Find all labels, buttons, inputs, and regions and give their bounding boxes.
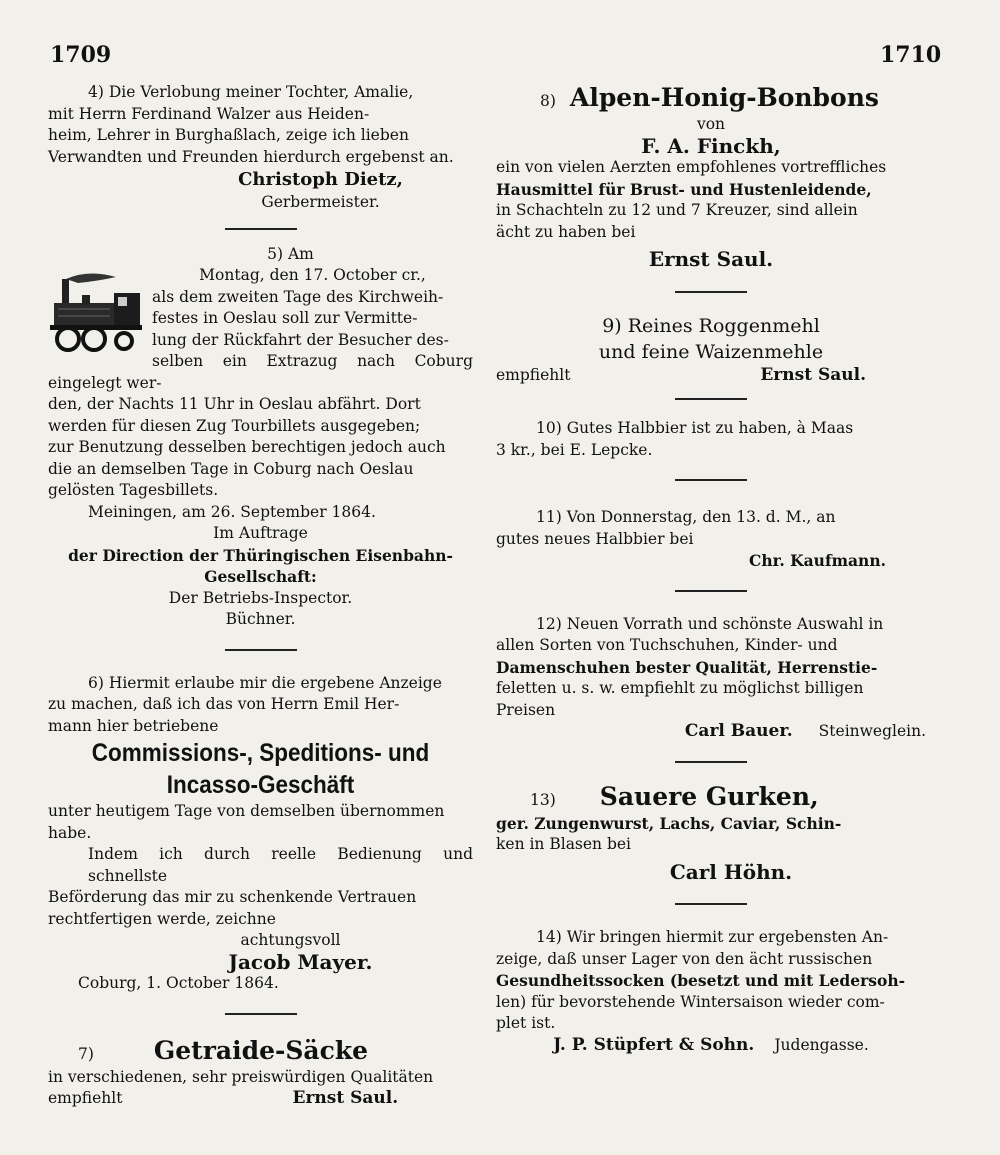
seller-name: J. P. Stüpfert & Sohn. (553, 1034, 755, 1055)
text-line: selben ein Extrazug nach Coburg eingelegt wer- (48, 352, 473, 392)
separator-rule (225, 228, 297, 230)
text-line: Montag, den 17. October cr., (199, 266, 426, 284)
text-line: len) für bevorstehende Wintersaison wieder com- (496, 992, 885, 1011)
text-line: die an demselben Tage in Coburg nach Oeslau (48, 459, 414, 478)
text-line: in Schachteln zu 12 und 7 Kreuzer, sind allein (496, 201, 858, 219)
text-line: in verschiedenen, sehr preiswürdigen Qualitäten (48, 1067, 434, 1086)
text-line: und feine Waizenmehle (598, 340, 824, 363)
page-number-right: 1710 (880, 42, 942, 68)
text-line: ein von vielen Aerzten empfohlenes vortreffliches (496, 158, 887, 176)
direction-line: der Direction der Thüringischen Eisenbahn-Gesellschaft: (68, 545, 453, 586)
text-line: Hausmittel für Brust- und Hustenleidende, (496, 179, 872, 199)
text-line: 4) Die Verlobung meiner Tochter, Amalie, (88, 83, 414, 101)
text-line: 11) Von Donnerstag, den 13. d. M., an (536, 508, 836, 526)
ad-title: Alpen-Honig-Bonbons (569, 83, 879, 112)
place-date: Meiningen, am 26. September 1864. (88, 502, 376, 521)
signer-name: Büchner. (225, 610, 296, 628)
text-line: Indem ich durch reelle Bedienung und schnellste (88, 845, 473, 885)
signer-name: Christoph Dietz, (238, 169, 403, 190)
business-title: Commissions-, Speditions- und (91, 739, 430, 767)
separator-rule (675, 761, 747, 763)
seller-name: Carl Bauer. (684, 721, 793, 741)
street-name: Judengasse. (774, 1035, 869, 1054)
text-line: 14) Wir bringen hiermit zur ergebensten An- (536, 928, 889, 946)
text-line: empfiehlt (48, 1089, 123, 1107)
text-line: plet ist. (496, 1014, 556, 1032)
ad-7-grain-sacks (48, 1035, 473, 1110)
text-line: unter heutigem Tage von demselben übernommen (48, 802, 445, 820)
text-line: Der Betriebs-Inspector. (168, 588, 353, 607)
text-line: zur Benutzung desselben berechtigen jedoch auch (48, 438, 446, 456)
text-line: Damenschuhen bester Qualität, Herrenstie- (496, 657, 878, 677)
signer-name: Jacob Mayer. (228, 949, 373, 974)
street-name: Steinweglein. (818, 722, 926, 740)
separator-rule (675, 903, 747, 905)
ad-5-extra-train (48, 244, 473, 631)
ad-4-engagement (48, 82, 473, 214)
seller-name: Chr. Kaufmann. (749, 551, 886, 570)
ad-title: Sauere Gurken, (599, 781, 819, 811)
ad-13-pickles (496, 781, 926, 884)
right-column (496, 82, 926, 1056)
text-line: ger. Zungenwurst, Lachs, Caviar, Schin- (496, 813, 842, 833)
locomotive-icon (48, 269, 144, 353)
text-line: werden für diesen Zug Tourbillets ausgegeben; (48, 416, 421, 435)
text-line: 9) Reines Roggenmehl (602, 314, 820, 337)
text-line: lung der Rückfahrt der Besucher des- (152, 330, 449, 349)
seller-name: Ernst Saul. (648, 247, 774, 271)
text-line: festes in Oeslau soll zur Vermitte- (152, 309, 418, 327)
ad-6-commission-business (48, 673, 473, 995)
ad-number: 13) (530, 790, 556, 809)
ad-10-halfbeer (496, 418, 926, 461)
text-line: ken in Blasen bei (496, 835, 632, 853)
ad-8-honey-bonbons (496, 82, 926, 271)
ad-14-socks (496, 927, 926, 1056)
text-line: empfiehlt (496, 365, 571, 384)
text-line: habe. (48, 823, 92, 842)
text-line: zeige, daß unser Lager von den ächt russischen (496, 949, 873, 968)
text-line: Gesundheitssocken (besetzt und mit Ledersoh- (496, 971, 906, 990)
seller-name: Carl Höhn. (669, 859, 793, 884)
ad-number: 8) (540, 92, 556, 110)
separator-rule (675, 291, 747, 293)
page-number-left: 1709 (50, 42, 112, 68)
text-line: mit Herrn Ferdinand Walzer aus Heiden- (48, 104, 370, 123)
text-line: feletten u. s. w. empfiehlt zu möglichst billigen (496, 679, 864, 697)
seller-name: Ernst Saul. (760, 364, 866, 385)
text-line: mann hier betriebene (48, 716, 219, 735)
ad-11-halfbeer (496, 507, 926, 572)
business-title: Incasso-Geschäft (166, 771, 355, 799)
text-line: 5) Am (267, 244, 314, 263)
ad-number: 7) (78, 1044, 94, 1063)
text-line: Beförderung das mir zu schenkende Vertrauen (48, 888, 417, 906)
text-line: Im Auftrage (213, 524, 308, 542)
separator-rule (675, 479, 747, 481)
text-line: allen Sorten von Tuchschuhen, Kinder- und (496, 636, 838, 654)
ad-title: Getraide-Säcke (153, 1035, 369, 1065)
text-line: zu machen, daß ich das von Herrn Emil Her- (48, 695, 400, 713)
text-line: 6) Hiermit erlaube mir die ergebene Anzeige (88, 673, 442, 692)
text-line: 12) Neuen Vorrath und schönste Auswahl in (536, 614, 884, 633)
text-line: Preisen (496, 700, 556, 719)
ad-12-shoes (496, 614, 926, 743)
text-line: gutes neues Halbbier bei (496, 529, 694, 548)
ad-9-flour (496, 313, 926, 387)
text-line: rechtfertigen werde, zeichne (48, 909, 276, 928)
maker-name: F. A. Finckh, (641, 133, 781, 158)
separator-rule (225, 1013, 297, 1015)
separator-rule (675, 590, 747, 592)
separator-rule (675, 398, 747, 400)
text-line: von (696, 115, 726, 133)
text-line: 10) Gutes Halbbier ist zu haben, à Maas (536, 419, 854, 437)
text-line: gelösten Tagesbillets. (48, 481, 219, 499)
text-line: achtungsvoll (240, 931, 341, 949)
text-line: als dem zweiten Tage des Kirchweih- (152, 287, 444, 306)
text-line: heim, Lehrer in Burghaßlach, zeige ich lieben (48, 126, 409, 144)
place-date: Coburg, 1. October 1864. (78, 974, 279, 992)
left-column (48, 82, 473, 1110)
signer-role: Gerbermeister. (261, 193, 380, 211)
seller-name: Ernst Saul. (292, 1088, 399, 1108)
separator-rule (225, 649, 297, 651)
text-line: 3 kr., bei E. Lepcke. (496, 440, 653, 459)
text-line: den, der Nachts 11 Uhr in Oeslau abfährt. Dort (48, 395, 421, 413)
text-line: ächt zu haben bei (496, 222, 636, 241)
text-line: Verwandten und Freunden hierdurch ergebenst an. (48, 147, 454, 166)
